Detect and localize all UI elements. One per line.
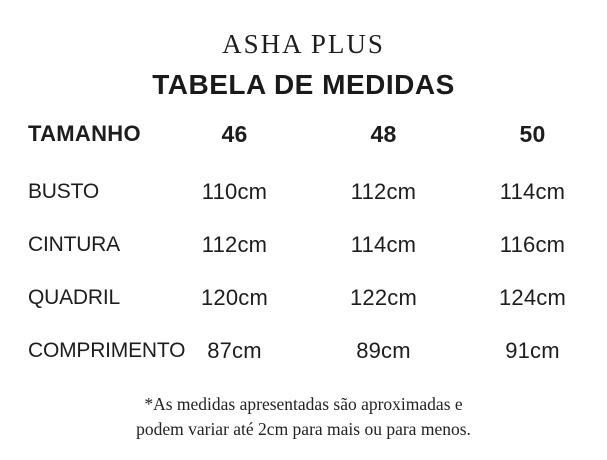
column-header-tamanho: TAMANHO xyxy=(28,121,141,146)
quadril-size-50-value: 124cm xyxy=(498,285,567,310)
measurements-table xyxy=(0,112,607,382)
table-row-busto xyxy=(0,170,607,214)
comprimento-size-48-value: 89cm xyxy=(356,338,411,363)
footnote-line-2: podem variar até 2cm para mais ou para menos. xyxy=(136,419,471,439)
quadril-size-46-value: 120cm xyxy=(200,285,269,310)
cintura-size-46-value: 112cm xyxy=(201,232,268,257)
quadril-size-48-value: 122cm xyxy=(349,285,418,310)
table-row-comprimento xyxy=(0,329,607,373)
column-header-size-50: 50 xyxy=(519,120,546,147)
page-title: TABELA DE MEDIDAS xyxy=(152,69,455,100)
column-header-size-46: 46 xyxy=(221,120,248,147)
row-label-comprimento: COMPRIMENTO xyxy=(28,339,186,362)
busto-size-50-value: 114cm xyxy=(499,179,566,204)
row-label-cintura: CINTURA xyxy=(28,233,120,256)
row-label-quadril: QUADRIL xyxy=(28,286,120,309)
row-label-busto: BUSTO xyxy=(28,180,99,203)
table-row-cintura xyxy=(0,223,607,267)
column-header-size-48: 48 xyxy=(370,120,397,147)
table-header-row xyxy=(0,112,607,156)
cintura-size-50-value: 116cm xyxy=(499,232,566,257)
busto-size-46-value: 110cm xyxy=(201,179,268,204)
footnote xyxy=(0,392,607,442)
footnote-line-1: *As medidas apresentadas são aproximadas e xyxy=(144,394,463,414)
comprimento-size-50-value: 91cm xyxy=(505,338,560,363)
brand-name: ASHA PLUS xyxy=(222,29,385,59)
comprimento-size-46-value: 87cm xyxy=(207,338,262,363)
table-row-quadril xyxy=(0,276,607,320)
cintura-size-48-value: 114cm xyxy=(350,232,417,257)
busto-size-48-value: 112cm xyxy=(350,179,417,204)
